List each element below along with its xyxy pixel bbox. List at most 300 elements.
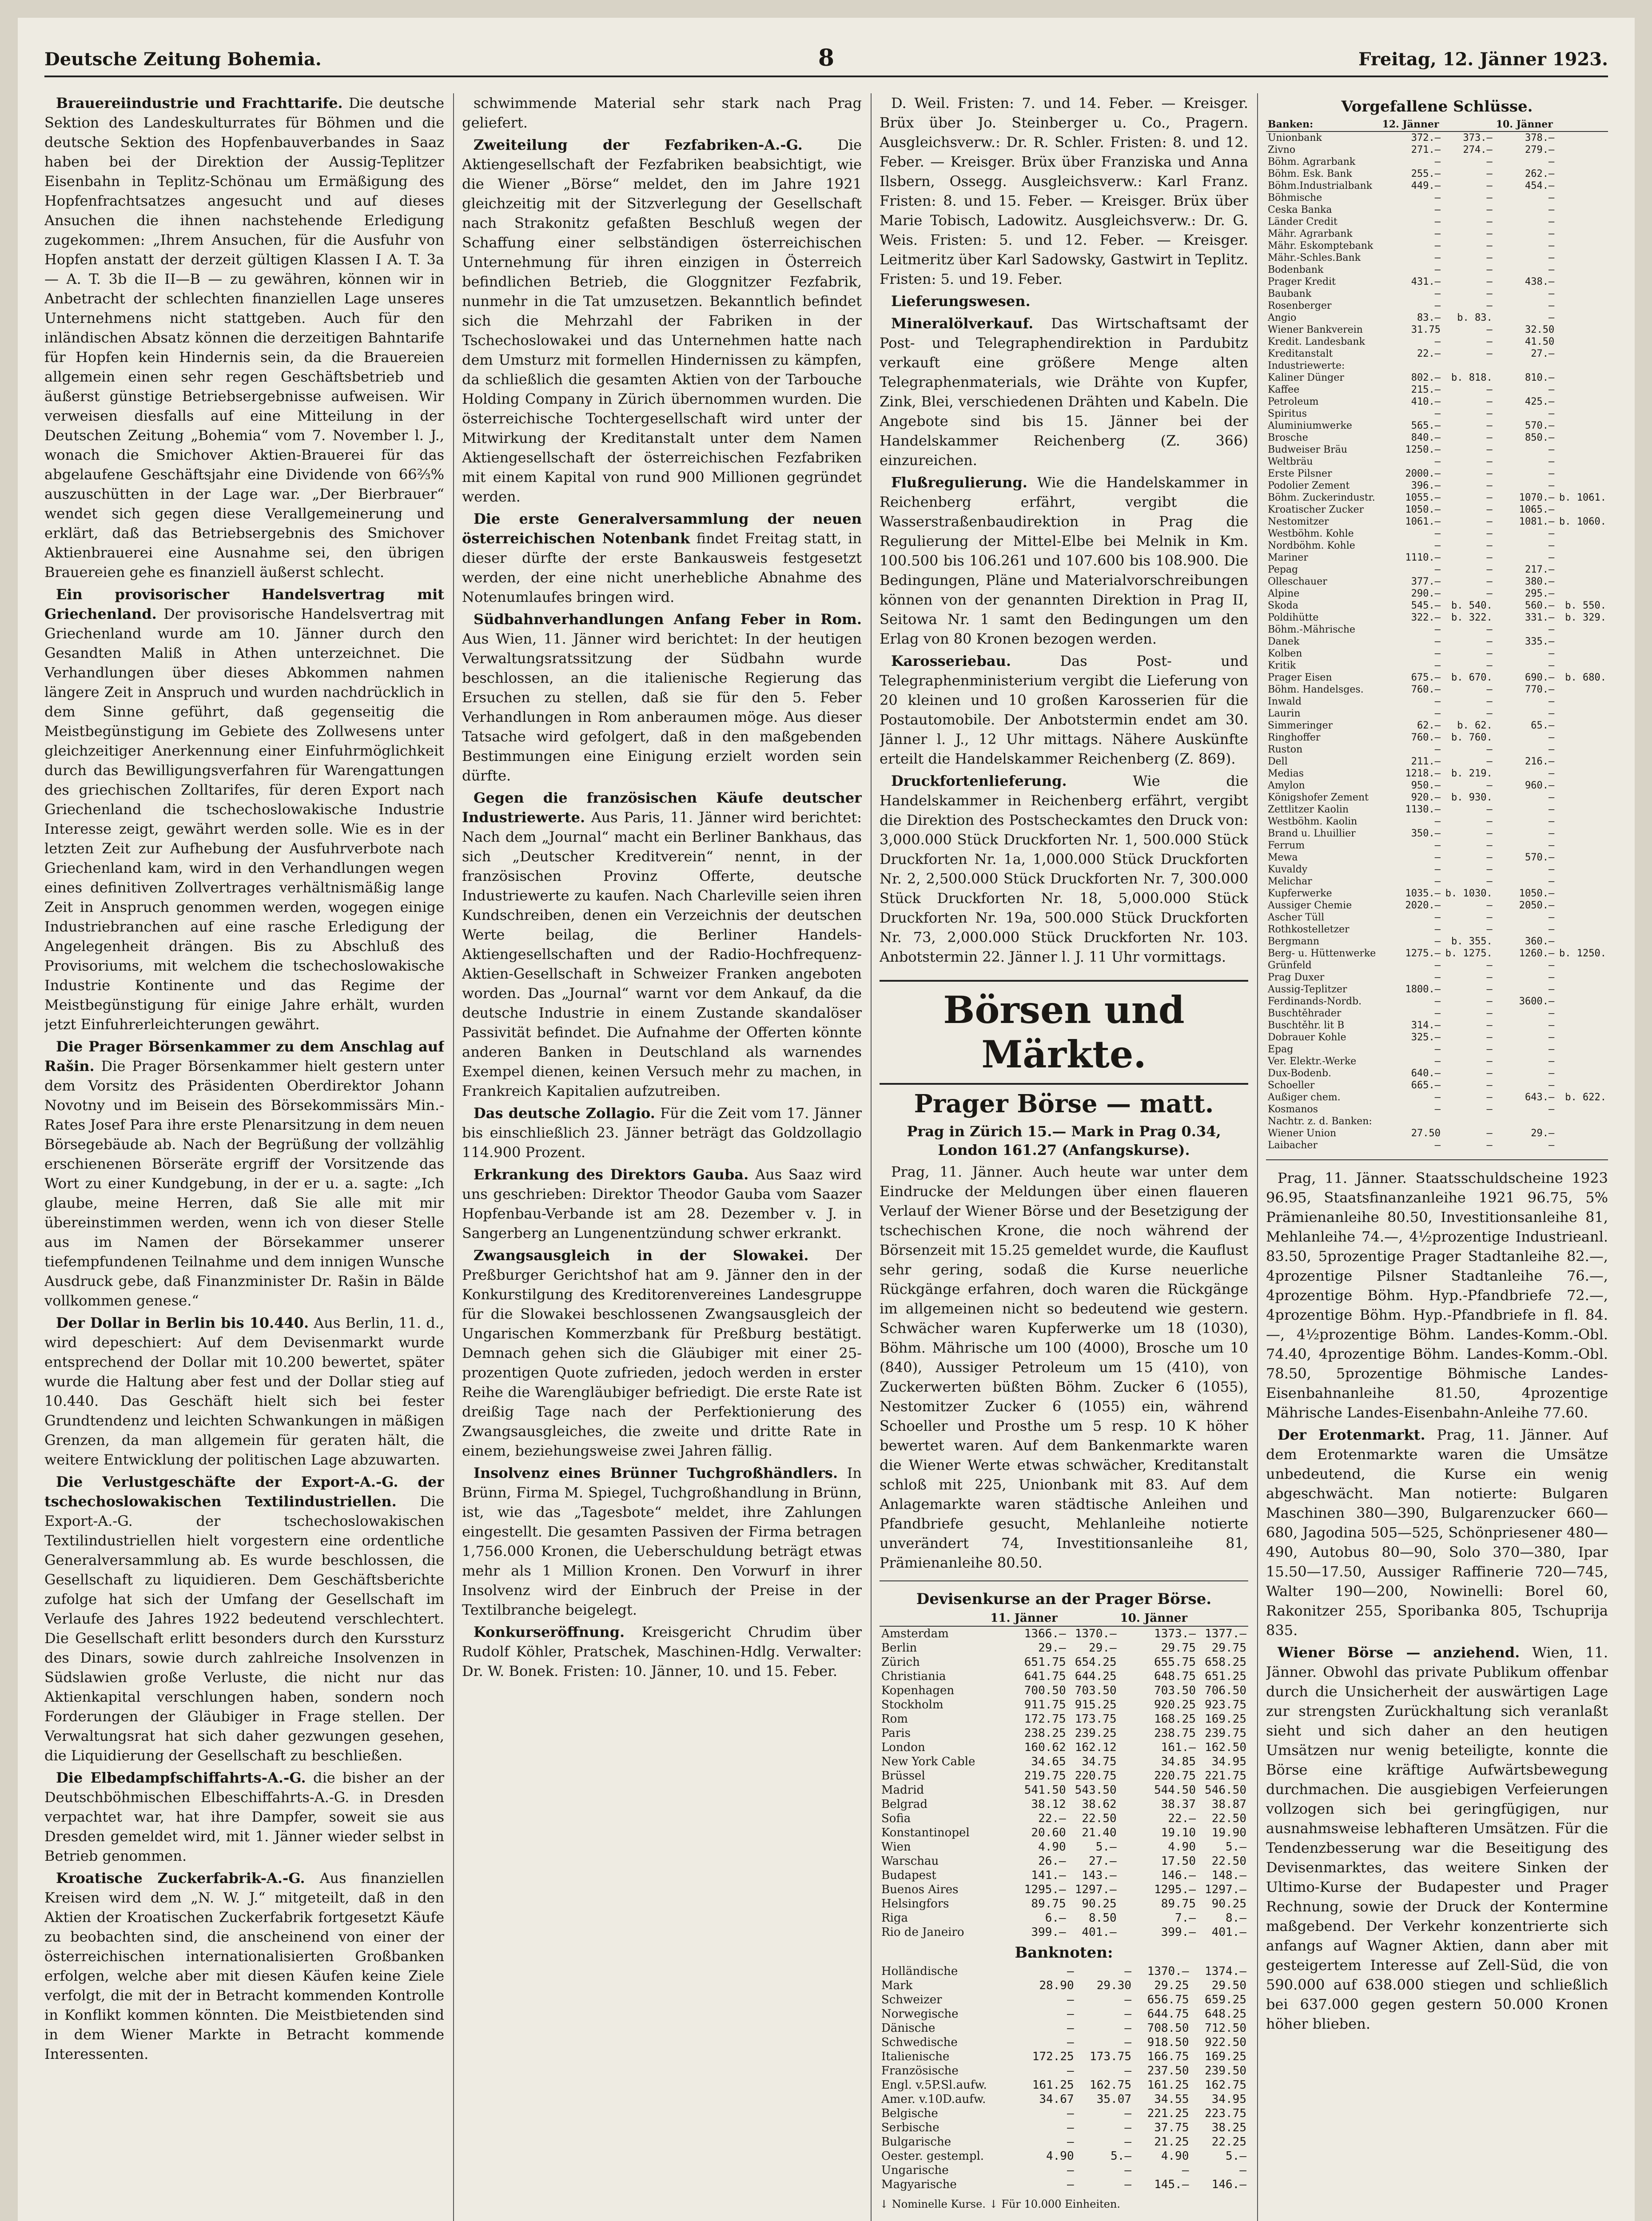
- table-cell: —: [1548, 960, 1555, 971]
- row-label: Kritik: [1268, 660, 1296, 671]
- row-label: Podolier Zement: [1268, 480, 1350, 491]
- table-cell: 216.—: [1525, 756, 1555, 767]
- row-label: Kuvaldy: [1268, 864, 1308, 875]
- article-text: Kreisgericht Chrudim über Rudolf Köhler, Pratschek, Maschinen-Hdlg. Verwalter: Dr. W. Bonek. Fristen: 10. Jänner, 10. und 15. Feber.: [462, 1624, 862, 1680]
- table-cell: —: [1486, 660, 1493, 671]
- table-cell: —: [1548, 1008, 1555, 1019]
- table-cell: —: [1548, 864, 1555, 875]
- table-cell: —: [1548, 384, 1555, 395]
- article-heading: Brauereiindustrie und Frachttarife.: [56, 95, 343, 111]
- table-cell: [1556, 552, 1608, 564]
- table-cell: 239.25: [1075, 1727, 1117, 1740]
- table-row: [1266, 192, 1608, 204]
- table-row: [880, 1883, 1248, 1897]
- article-text: Wie die Handelskammer in Reichenberg erfährt, vergibt die Direktion des Postscheckamtes den Druck von: 3,000.000 Stück Druckforten Nr. 1, 500.000 Stück Druckforten Nr. 1a, 1,000.000 Stück Druckforten Nr. 2, 2,500.000 Stück Druckforten Nr. 7, 300.000 Stück Druckforten Nr. 18, 5,000.000 Stück Druckforten Nr. 19a, 500.000 Stück Druckforten Nr. 73, 2,000.000 Stück Druckforten Nr. 103. Anbotstermin 22. Jänner l. J. 11 Uhr vormittags.: [880, 772, 1248, 965]
- table-cell: —: [1486, 648, 1493, 659]
- table-row: [880, 1925, 1248, 1939]
- row-label: Buenos Aires: [881, 1883, 959, 1896]
- table-cell: —: [1434, 216, 1441, 227]
- article-heading: Das deutsche Zollagio.: [474, 1105, 655, 1122]
- table-cell: —: [1124, 2064, 1132, 2078]
- table-cell: 545.—: [1411, 600, 1441, 611]
- table-cell: b. 1061.: [1559, 492, 1606, 503]
- table-cell: 1377.—: [1205, 1627, 1246, 1640]
- table-cell: 546.50: [1205, 1783, 1246, 1797]
- table-cell: 271.—: [1411, 144, 1441, 155]
- table-row: [1266, 480, 1608, 492]
- table-cell: 90.25: [1082, 1897, 1117, 1911]
- newspaper-page: [18, 18, 1635, 2221]
- table-cell: —: [1486, 528, 1493, 539]
- table-cell: —: [1548, 1032, 1555, 1043]
- table-row: [880, 1811, 1248, 1826]
- table-cell: b. 329.: [1565, 612, 1606, 623]
- article-heading: Lieferungswesen.: [891, 293, 1031, 310]
- table-cell: 1065.—: [1519, 504, 1555, 515]
- table-cell: —: [1486, 1140, 1493, 1151]
- table-cell: 770.—: [1525, 684, 1555, 695]
- article-paragraph: [462, 1165, 862, 1243]
- row-label: Brand u. Lhuillier: [1268, 828, 1356, 839]
- table-cell: 262.—: [1525, 168, 1555, 179]
- table-cell: 541.50: [1024, 1783, 1066, 1797]
- article-paragraph: [880, 771, 1248, 967]
- row-label: Wiener Bankverein: [1268, 324, 1363, 335]
- table-cell: 1035.—: [1405, 888, 1441, 899]
- table-cell: [1556, 792, 1608, 804]
- markets-title: Börsen und Märkte.: [880, 980, 1248, 1085]
- table-cell: 32.50: [1525, 324, 1555, 335]
- article-paragraph: [880, 291, 1248, 311]
- table-cell: —: [1486, 396, 1493, 407]
- table-row: [880, 2035, 1248, 2050]
- article-text: D. Weil. Fristen: 7. und 14. Feber. — Kreisger. Brüx über Jo. Steinberger u. Co., Pragern. Ausgleichsverw.: Dr. R. Schler. Fristen: 8. und 12. Feber. — Kreisger. Brüx über Franziska und Anna Ilsbern, Ossegg. Ausgleichsverw.: Karl Franz. Fristen: 8. und 15. Feber. — Kreisger. Brüx über Marie Tobisch, Ladowitz. Ausgleichsverw.: Dr. G. Weis. Fristen: 5. und 12. Feber. — Kreisger. Leitmeritz über Karl Sadowsky, Gastwirt in Teplitz. Fristen: 5. und 19. Feber.: [880, 95, 1248, 287]
- table-cell: 217.—: [1525, 564, 1555, 575]
- row-label: Melichar: [1268, 876, 1312, 887]
- article-paragraph: [880, 651, 1248, 768]
- table-cell: [1556, 744, 1608, 756]
- table-cell: 223.75: [1205, 2107, 1246, 2120]
- row-label: Außiger chem.: [1268, 1092, 1341, 1103]
- table-row: [880, 1978, 1248, 1993]
- table-cell: —: [1548, 240, 1555, 251]
- table-cell: —: [1434, 852, 1441, 863]
- table-cell: [1556, 720, 1608, 732]
- row-label: Buschtěhrader: [1268, 1008, 1342, 1019]
- table-cell: —: [1486, 1044, 1493, 1055]
- table-cell: —: [1434, 252, 1441, 263]
- table-cell: —: [1548, 552, 1555, 563]
- article-text: Prag, 11. Jänner. Staatsschuldscheine 1923 96.95, Staatsfinanzanleihe 1921 96.75, 5% Prämienanleihe 80.50, Investitionsanleihe 81, Mehlanleihe 74.—, 4½prozentige Industrieanl. 83.50, 5prozentige Prager Stadtanleihe 82.—, 4prozentige Pilsner Stadtanleihe 76.—, 4prozentige Böhm. Hyp.-Pfandbriefe 72.—, 4prozentige Böhm. Hyp.-Pfandbriefe in fl. 84.—, 4½prozentige Böhm. Landes-Komm.-Obl. 74.40, 4prozentige Böhm. Landes-Komm.-Obl. 78.50, 5prozentige Böhmische Landes-Eisenbahnanleihe 81.50, 4prozentige Mährische Landes-Eisenbahn-Anleihe 77.60.: [1266, 1170, 1608, 1421]
- table-cell: —: [1182, 2164, 1189, 2177]
- table-row: [880, 1755, 1248, 1769]
- table-cell: [1556, 768, 1608, 780]
- table-cell: 644.25: [1075, 1670, 1117, 1683]
- table-cell: [1556, 840, 1608, 852]
- row-label: Prager Kredit: [1268, 276, 1336, 287]
- table-cell: —: [1548, 660, 1555, 671]
- row-label: Dänische: [881, 2022, 935, 2035]
- article-text: Wien, 11. Jänner. Obwohl das private Publikum offenbar durch die Unsicherheit der auswärtigen Lage zur strengsten Zurückhaltung sich veranlaßt sieht und sich daher an den heutigen Umsätzen nur wenig beteiligte, konnte die Börse eine kräftige Aufwärtsbewegung durchmachen. Die ausgiebigen Verfeierungen vollzogen sich bei geringfügigen, nur ausnahmsweise lebhafteren Umsätzen. Für die Tendenzbesserung war die Beseitigung des Devisenmarktes, das weitere Sinken der Ultimo-Kurse der Budapester und Prager Rechnung, sowie der Druck der Kontermine maßgebend. Der Verkehr konzentrierte sich anfangs auf Wagner Aktien, dann aber mit gesteigertem Interesse auf Zell-Süd, die von 590.000 auf 638.000 stiegen und schließlich bei 637.000 gegen gestern 50.000 Kronen höher blieben.: [1266, 1644, 1608, 2032]
- row-label: Mähr. Agrarbank: [1268, 228, 1353, 239]
- table-cell: 565.—: [1411, 420, 1441, 431]
- table-cell: [1556, 564, 1608, 576]
- table-cell: 146.—: [1161, 1869, 1196, 1882]
- table-cell: —: [1486, 192, 1493, 203]
- table-cell: 220.75: [1154, 1769, 1196, 1783]
- table-cell: b. 219.: [1451, 768, 1493, 779]
- table-cell: —: [1486, 516, 1493, 527]
- table-cell: 29.75: [1211, 1641, 1246, 1655]
- table-cell: b. 1275.: [1445, 948, 1493, 959]
- table-cell: 335.—: [1525, 636, 1555, 647]
- table-cell: 27.—: [1531, 348, 1555, 359]
- column-rule: [453, 93, 454, 2221]
- table-cell: 162.12: [1075, 1741, 1117, 1754]
- row-label: Westböhm. Kaolin: [1268, 816, 1357, 827]
- paper-name: Deutsche Zeitung Bohemia.: [44, 49, 322, 70]
- table-cell: —: [1486, 984, 1493, 995]
- table-cell: —: [1486, 300, 1493, 311]
- table-cell: 237.50: [1147, 2064, 1189, 2078]
- table-cell: 665.—: [1411, 1080, 1441, 1091]
- table-cell: —: [1486, 576, 1493, 587]
- table-row: [1266, 408, 1608, 420]
- article-paragraph: [1266, 1643, 1608, 2034]
- table-cell: 162.50: [1205, 1741, 1246, 1754]
- article-text: Wie die Handelskammer in Reichenberg erfährt, vergibt die Wasserstraßenbaudirektion in Prag die Regulierung der Mittel-Elbe bei Melnik in Km. 100.500 bis 106.261 und 107.600 bis 108.900. Die Bedingungen, Pläne und Materialvorschreibungen können von der genannten Direktion in Prag II, Seitowa Nr. 1 samt den Bedingungen um den Erlag von 80 Kronen bezogen werden.: [880, 474, 1248, 647]
- table-cell: 360.—: [1525, 936, 1555, 947]
- table-cell: 28.90: [1039, 1979, 1074, 1992]
- table-cell: 1110.—: [1405, 552, 1441, 563]
- table-row: [880, 2149, 1248, 2163]
- table-cell: 378.—: [1525, 132, 1555, 143]
- article-paragraph: [462, 1463, 862, 1620]
- table-row: [1266, 324, 1608, 336]
- article-text: Die Export-A.-G. der tschechoslowakischen Textilindustriellen hielt vorgestern eine ordentliche Generalversammlung ab. Es wurde beschlossen, die Gesellschaft zu liquidieren. Dem Geschäftsberichte zufolge hat sich der Umfang der Gesellschaft im Verlaufe des Jahres 1922 bedeutend verschlechtert. Die Gesellschaft erlitt besonders durch den Kurssturz des Dinars, sowie durch zahlreiche Insolvenzen in Südslawien große Verluste, die nicht nur das Aktienkapital verschlungen haben, sondern noch Forderungen der Gläubiger in Frage stellen. Der Verwaltungsrat hat sich daher gezwungen gesehen, die Liquidierung der Gesellschaft zu beschließen.: [44, 1493, 444, 1764]
- article-text: Die Aktiengesellschaft der Fezfabriken beabsichtigt, wie die Wiener „Börse“ meldet, den im Jahre 1921 gleichzeitig mit der Sitzverlegung der Gesellschaft nach Strakonitz gefaßten Beschluß wegen der Schaffung einer selbständigen österreichischen Unternehmung für ihren einzigen in Österreich befindlichen Betrieb, die Gloggnitzer Fezfabrik, nunmehr in die Tat umzusetzen. Bekanntlich befindet sich die Mehrzahl der Fabriken in der Tschechoslowakei und das Unternehmen hatte nach dem Umsturz mit formellen Hindernissen zu kämpfen, da schließlich die gesamten Aktien von der Tarbouche Holding Company in Zürich übernommen wurden. Die österreichische Tochtergesellschaft wird unter der Mitwirkung der Kreditanstalt unter dem Namen Aktiengesellschaft der österreichischen Fezfabriken mit einem Kapital von rund 900 Millionen gegründet werden.: [462, 136, 862, 505]
- table-row: [1266, 276, 1608, 288]
- row-label: Schoeller: [1268, 1080, 1315, 1091]
- table-cell: 19.10: [1161, 1826, 1196, 1839]
- table-cell: 239.50: [1205, 2064, 1246, 2078]
- table-cell: [1556, 995, 1608, 1007]
- table-cell: —: [1434, 456, 1441, 467]
- table-cell: —: [1486, 864, 1493, 875]
- table-cell: 143.—: [1082, 1869, 1117, 1882]
- table-cell: —: [1434, 876, 1441, 887]
- table-cell: [1556, 372, 1608, 384]
- row-label: Epag: [1268, 1044, 1294, 1055]
- row-label: Brosche: [1268, 432, 1308, 443]
- table-cell: 923.75: [1205, 1698, 1246, 1712]
- row-label: Schwedische: [881, 2036, 958, 2049]
- table-cell: [1556, 180, 1608, 192]
- table-cell: —: [1548, 300, 1555, 311]
- table-cell: 29.30: [1096, 1979, 1132, 1992]
- table-cell: —: [1434, 696, 1441, 707]
- table-cell: —: [1434, 1044, 1441, 1055]
- table-cell: [1556, 156, 1608, 168]
- table-cell: 211.—: [1411, 756, 1441, 767]
- column-4-reports: [1266, 1168, 1608, 2034]
- table-cell: [1556, 276, 1608, 288]
- row-label: Berg- u. Hüttenwerke: [1268, 948, 1376, 959]
- table-cell: 146.—: [1211, 2178, 1246, 2191]
- row-label: Ungarische: [881, 2164, 949, 2177]
- table-cell: [1556, 144, 1608, 156]
- row-label: Kopenhagen: [881, 1684, 955, 1697]
- row-label: Schweizer: [881, 1993, 942, 2006]
- table-cell: 29.—: [1531, 1128, 1555, 1139]
- row-label: Dell: [1268, 756, 1288, 767]
- table-cell: 543.50: [1075, 1783, 1117, 1797]
- table-row: [1266, 971, 1608, 983]
- table-cell: [1442, 1115, 1494, 1127]
- table-cell: 1055.—: [1405, 492, 1441, 503]
- table-cell: 38.37: [1161, 1798, 1196, 1811]
- devisen-table-title: Devisenkurse an der Prager Börse.: [916, 1590, 1212, 1608]
- table-cell: 238.75: [1154, 1727, 1196, 1740]
- article-paragraph: [462, 1622, 862, 1681]
- table-cell: 1275.—: [1405, 948, 1441, 959]
- row-label: Holländische: [881, 1965, 958, 1978]
- table-row: [1266, 420, 1608, 432]
- table-cell: 89.75: [1031, 1897, 1066, 1911]
- table-row: [1266, 312, 1608, 324]
- article-heading: Flußregulierung.: [891, 474, 1027, 491]
- table-cell: 22.—: [1038, 1812, 1066, 1825]
- row-label: Ver. Elektr.-Werke: [1268, 1056, 1357, 1067]
- row-label: Kaliner Dünger: [1268, 372, 1344, 383]
- row-label: New York Cable: [881, 1755, 975, 1768]
- row-label: Budapest: [881, 1869, 936, 1882]
- table-row: [1266, 600, 1608, 612]
- table-cell: 161.—: [1161, 1741, 1196, 1754]
- table-cell: 703.50: [1075, 1684, 1117, 1697]
- row-label: Kupferwerke: [1268, 888, 1332, 899]
- table-row: [1266, 624, 1608, 636]
- table-row: [880, 1626, 1248, 1641]
- table-cell: —: [1486, 924, 1493, 935]
- table-cell: —: [1548, 876, 1555, 887]
- table-cell: —: [1434, 228, 1441, 239]
- table-cell: b. 680.: [1565, 672, 1606, 683]
- table-row: [1266, 336, 1608, 348]
- table-cell: b. 670.: [1451, 672, 1493, 683]
- table-cell: 29.—: [1038, 1641, 1066, 1655]
- table-row: [880, 1854, 1248, 1868]
- article-heading: Erkrankung des Direktors Gauba.: [474, 1166, 749, 1183]
- table-cell: [1556, 420, 1608, 432]
- column-header: [1556, 118, 1608, 131]
- table-cell: —: [1548, 156, 1555, 167]
- table-row: [1266, 696, 1608, 708]
- table-cell: [1556, 408, 1608, 420]
- table-cell: [1556, 923, 1608, 935]
- table-cell: —: [1434, 264, 1441, 275]
- column-rule: [871, 93, 872, 2221]
- table-cell: [1556, 540, 1608, 552]
- table-cell: 449.—: [1411, 180, 1441, 191]
- table-cell: [1556, 636, 1608, 648]
- table-cell: —: [1486, 756, 1493, 767]
- table-cell: [1556, 1103, 1608, 1115]
- table-cell: 911.75: [1024, 1698, 1066, 1712]
- row-label: Kreditanstalt: [1268, 348, 1333, 359]
- table-row: [1266, 672, 1608, 684]
- table-cell: b. 930.: [1451, 792, 1493, 803]
- table-row: [1266, 384, 1608, 396]
- row-label: Dux-Bodenb.: [1268, 1068, 1332, 1079]
- table-row: [1266, 708, 1608, 720]
- divider: [880, 1580, 1248, 1581]
- table-row: [1266, 732, 1608, 744]
- table-cell: —: [1486, 624, 1493, 635]
- table-cell: 27.—: [1089, 1855, 1117, 1868]
- table-cell: —: [1434, 408, 1441, 419]
- table-cell: 1370.—: [1147, 1965, 1189, 1978]
- table-cell: 960.—: [1525, 780, 1555, 791]
- table-cell: b. 83.: [1457, 312, 1493, 323]
- table-row: [1266, 131, 1608, 144]
- row-label: Serbische: [881, 2121, 939, 2134]
- table-cell: 570.—: [1525, 852, 1555, 863]
- table-cell: —: [1486, 324, 1493, 335]
- table-cell: [1556, 660, 1608, 672]
- table-cell: [1556, 252, 1608, 264]
- table-row: [1266, 588, 1608, 600]
- table-cell: 65.—: [1531, 720, 1555, 731]
- table-cell: 1070.—: [1519, 492, 1555, 503]
- article-text: Aus Paris, 11. Jänner wird berichtet: Nach dem „Journal“ macht ein Berliner Bankhaus, das sich „Deutscher Kreditverein“ nennt, in der französischen Provinz Offerte, deutsche Industriewerte zu kaufen. Nach Charleville seien ihren Kundschreiben, denen ein Verzeichnis der deutschen Werte beilag, die Berliner Handels-Aktiengesellschaften und der Radio-Hochfrequenz-Aktien-Gesellschaft in Schweizer Franken angeboten worden. Das „Journal“ warnt vor dem Ankauf, da die deutsche Industrie in einem Zustande skandalöser Passivität befindet. Die Aufnahme der Offerten könnte anderen Banken in Deutschland als warnendes Exempel dienen, keinen Versuch mehr zu machen, in Frankreich Kapitalien aufzutreiben.: [462, 809, 862, 1099]
- table-cell: 1081.—: [1519, 516, 1555, 527]
- column-header: [1442, 118, 1494, 131]
- article-paragraph: [44, 1868, 444, 2064]
- table-cell: 314.—: [1411, 1020, 1441, 1031]
- row-label: Erste Pilsner: [1268, 468, 1332, 479]
- table-row: [880, 1740, 1248, 1755]
- row-label: Westböhm. Kohle: [1268, 528, 1354, 539]
- table-cell: 570.—: [1525, 420, 1555, 431]
- table-cell: [1556, 288, 1608, 300]
- table-cell: [1556, 336, 1608, 348]
- table-cell: —: [1486, 744, 1493, 755]
- table-cell: 4.90: [1161, 2149, 1189, 2163]
- table-cell: —: [1434, 924, 1441, 935]
- table-cell: —: [1486, 240, 1493, 251]
- table-cell: —: [1548, 924, 1555, 935]
- table-cell: —: [1548, 1020, 1555, 1031]
- table-cell: [1556, 240, 1608, 252]
- table-row: [1266, 840, 1608, 852]
- table-cell: 651.75: [1024, 1656, 1066, 1669]
- table-cell: 712.50: [1205, 2022, 1246, 2035]
- article-paragraph: [44, 1313, 444, 1469]
- table-row: [880, 2064, 1248, 2078]
- row-label: Angio: [1268, 312, 1297, 323]
- table-cell: 922.50: [1205, 2036, 1246, 2049]
- table-cell: —: [1067, 2036, 1074, 2049]
- row-label: Ascher Tüll: [1268, 912, 1325, 923]
- row-label: Rosenberger: [1268, 300, 1332, 311]
- table-cell: —: [1486, 420, 1493, 431]
- table-cell: [1556, 312, 1608, 324]
- table-cell: —: [1067, 2121, 1074, 2134]
- row-label: Böhm. Handelsges.: [1268, 684, 1364, 695]
- table-cell: 760.—: [1411, 732, 1441, 743]
- row-label: Paris: [881, 1727, 911, 1740]
- article-text: Die Prager Börsenkammer hielt gestern unter dem Vorsitz des Präsidenten Oberdirektor Johann Novotny und im Beisein des Börsekommissärs Min.-Rates Josef Para ihre erste Plenarsitzung in dem neuen Börsegebäude ab. Nach der Begrüßung der vollzählig erschienenen Börseräte ergriff der Vorsitzende das Wort zu einer Kundgebung, in der er u. a. sagte: „Ich glaube, meine Herren, daß Sie alle mit mir übereinstimmen werden, wenn ich von dieser Stelle aus im Namen der Börsekammer unserer tiefempfundenen Teilnahme und dem innigen Wunsche Ausdruck gebe, daß Finanzminister Dr. Rašin in Bälde vollkommen genese.“: [44, 1058, 444, 1309]
- row-label: Nestomitzer: [1268, 516, 1329, 527]
- table-row: [1266, 264, 1608, 276]
- table-cell: [1442, 360, 1494, 372]
- table-cell: 708.50: [1147, 2022, 1189, 2035]
- table-cell: 89.75: [1161, 1897, 1196, 1911]
- table-cell: 396.—: [1411, 480, 1441, 491]
- table-cell: [1556, 708, 1608, 720]
- table-row: [880, 2135, 1248, 2149]
- column-4: [1266, 93, 1608, 2221]
- table-cell: 38.87: [1211, 1798, 1246, 1811]
- table-row: [880, 1993, 1248, 2007]
- table-cell: 27.50: [1411, 1128, 1441, 1139]
- table-cell: —: [1434, 564, 1441, 575]
- table-cell: 6.—: [1045, 1911, 1066, 1925]
- table-cell: 162.75: [1090, 2078, 1132, 2092]
- table-cell: 656.75: [1147, 1993, 1189, 2006]
- table-row: [1266, 888, 1608, 900]
- table-cell: 802.—: [1411, 372, 1441, 383]
- table-cell: —: [1548, 204, 1555, 215]
- row-label: Böhm. Esk. Bank: [1268, 168, 1352, 179]
- table-row: [1266, 636, 1608, 648]
- table-cell: —: [1486, 480, 1493, 491]
- table-cell: —: [1486, 1128, 1493, 1139]
- column-1: [44, 93, 444, 2221]
- table-cell: —: [1548, 972, 1555, 983]
- row-label: Medias: [1268, 768, 1304, 779]
- row-label: Ferdinands-Nordb.: [1268, 996, 1362, 1007]
- row-label: Ceska Banka: [1268, 204, 1332, 215]
- opening-rates: Prag in Zürich 15.— Mark in Prag 0.34, London 161.27 (Anfangskurse).: [907, 1123, 1221, 1158]
- table-cell: —: [1548, 732, 1555, 743]
- table-cell: 438.—: [1525, 276, 1555, 287]
- table-row: [1266, 180, 1608, 192]
- table-cell: 172.75: [1024, 1712, 1066, 1726]
- table-cell: 640.—: [1411, 1068, 1441, 1079]
- table-cell: —: [1434, 1104, 1441, 1115]
- table-cell: [1556, 528, 1608, 540]
- table-cell: —: [1548, 312, 1555, 323]
- table-cell: —: [1486, 852, 1493, 863]
- table-row: [1266, 1043, 1608, 1055]
- table-cell: —: [1486, 336, 1493, 347]
- row-label: Kroatischer Zucker: [1268, 504, 1364, 515]
- article-heading: Zweiteilung der Fezfabriken-A.-G.: [474, 136, 803, 153]
- table-row: [880, 2078, 1248, 2092]
- row-label: Wien: [881, 1840, 911, 1854]
- table-cell: 373.—: [1463, 132, 1493, 143]
- article-paragraph: [44, 1037, 444, 1310]
- table-cell: —: [1486, 876, 1493, 887]
- table-cell: 168.25: [1154, 1712, 1196, 1726]
- table-cell: —: [1434, 636, 1441, 647]
- article-heading: Ein provisorischer Handelsvertrag mit Griechenland.: [44, 586, 444, 622]
- table-cell: 431.—: [1411, 276, 1441, 287]
- column-header: 12. Jänner: [1380, 118, 1442, 131]
- prague-exchange-report: Prag, 11. Jänner. Auch heute war unter dem Eindrucke der Meldungen über einen flaueren Verlauf der Wiener Börse und der Besetzigung der tschechischen Krone, die noch während der Börsenzeit mit 15.25 gemeldet wurde, die Kauflust sehr gering, sodaß die Kurse neuerliche Rückgänge erfahren, doch waren die Rückgänge im allgemeinen nicht so bedeutend wie gestern. Schwächer waren Kupferwerke um 18 (1030), Böhm. Mährische um 100 (4000), Brosche um 10 (840), Aussiger Petroleum um 15 (410), von Zuckerwerten büßten Böhm. Zucker 6 (1055), Nestomitzer Zucker 6 (1055) ein, während Schoeller und Prosthe um 5 resp. 10 K höher bewertet waren. Auf dem Bankenmarkte waren die Wiener Werte etwas schwächer, Kreditanstalt schloß mit 225, Unionbank mit 83. Auf dem Anlagemarkte waren städtische Anleihen und Pfandbriefe gesucht, Mehlanleihe notierte unverändert 74, Investitionsanleihe 81, Prämienanleihe 80.50.: [880, 1163, 1248, 1571]
